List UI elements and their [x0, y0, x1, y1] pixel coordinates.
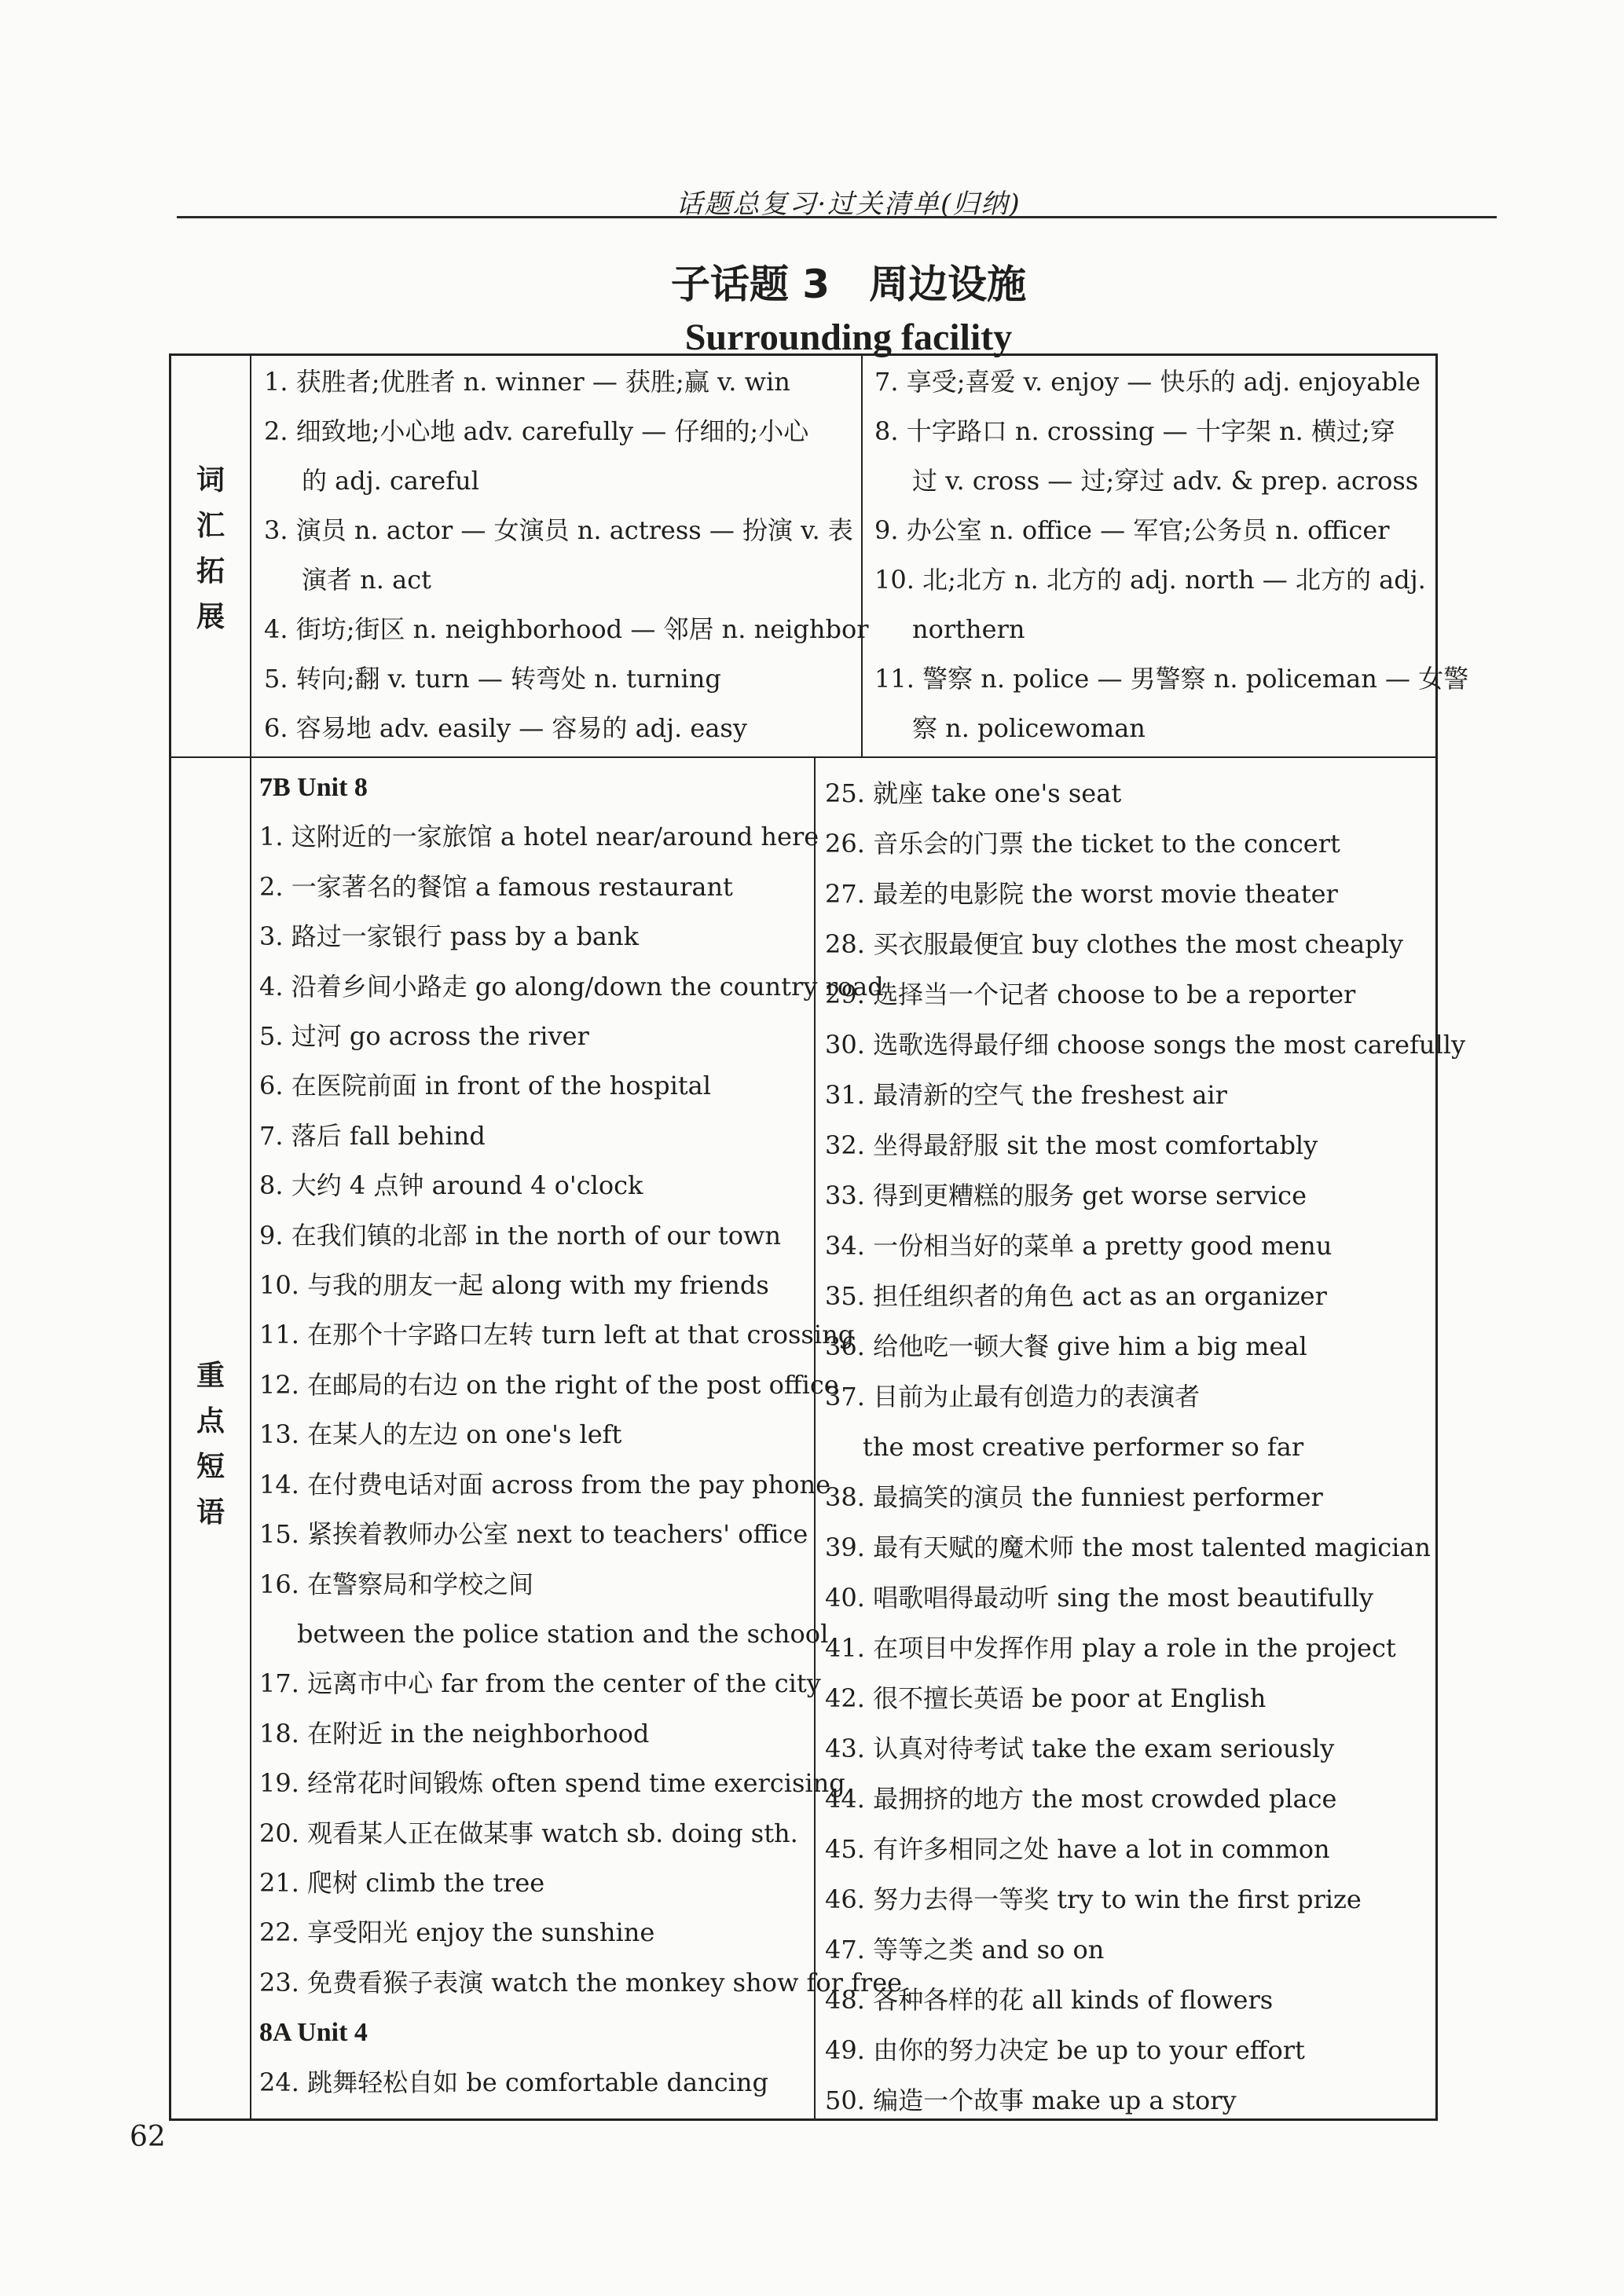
phrase-item: 19. 经常花时间锻炼 often spend time exercising: [259, 1768, 845, 1799]
vocab-item: 8. 十字路口 n. crossing — 十字架 n. 横过;穿: [874, 416, 1395, 446]
phrase-item: 47. 等等之类 and so on: [825, 1935, 1105, 1965]
phrase-item: 18. 在附近 in the neighborhood: [259, 1718, 650, 1749]
vocab-item: 5. 转向;翻 v. turn — 转弯处 n. turning: [264, 664, 721, 694]
phrase-item: 21. 爬树 climb the tree: [259, 1867, 545, 1898]
phrase-item: 6. 在医院前面 in front of the hospital: [259, 1071, 711, 1101]
phrase-item: 10. 与我的朋友一起 along with my friends: [259, 1270, 769, 1301]
phrase-item: 4. 沿着乡间小路走 go along/down the country road: [259, 971, 884, 1002]
phrases-left-column: [259, 763, 902, 2107]
vocab-label-char: 展: [196, 601, 225, 633]
phrase-item: 15. 紧挨着教师办公室 next to teachers' office: [259, 1519, 808, 1550]
unit-heading: 8A Unit 4: [259, 2018, 368, 2048]
vocab-item-continuation: 演者 n. act: [302, 565, 431, 595]
phrase-item: 1. 这附近的一家旅馆 a hotel near/around here: [259, 822, 819, 852]
phrases-label-char: 点: [196, 1405, 225, 1437]
phrase-item: 42. 很不擅长英语 be poor at English: [825, 1683, 1267, 1713]
phrase-item: 33. 得到更糟糕的服务 get worse service: [825, 1181, 1307, 1210]
vocab-label-char: 词: [196, 464, 225, 496]
phrase-item: 8. 大约 4 点钟 around 4 o'clock: [259, 1170, 643, 1201]
label-column-divider: [250, 356, 251, 2118]
phrase-item-continuation: between the police station and the school: [297, 1618, 829, 1649]
vocab-item-continuation: 过 v. cross — 过;穿过 adv. & prep. across: [912, 466, 1419, 496]
phrase-item: 45. 有许多相同之处 have a lot in common: [825, 1834, 1330, 1864]
phrase-item: 23. 免费看猴子表演 watch the monkey show for free: [259, 1967, 903, 1998]
phrase-item: 9. 在我们镇的北部 in the north of our town: [259, 1220, 782, 1251]
phrases-section-label: [171, 1353, 250, 1536]
phrase-item: 34. 一份相当好的菜单 a pretty good menu: [825, 1231, 1333, 1261]
phrases-label-char: 短: [196, 1451, 225, 1483]
phrase-item: 27. 最差的电影院 the worst movie theater: [825, 879, 1338, 909]
phrases-label-char: 语: [196, 1496, 225, 1529]
phrase-item: 49. 由你的努力决定 be up to your effort: [825, 2035, 1305, 2065]
vocab-item: 2. 细致地;小心地 adv. carefully — 仔细的;小心: [264, 416, 809, 446]
review-table: [169, 353, 1469, 2121]
phrase-item: 30. 选歌选得最仔细 choose songs the most carefully: [825, 1030, 1466, 1060]
phrase-item: 20. 观看某人正在做某事 watch sb. doing sth.: [259, 1818, 798, 1848]
phrase-item: 7. 落后 fall behind: [259, 1120, 486, 1151]
phrase-item: 26. 音乐会的门票 the ticket to the concert: [825, 829, 1340, 859]
vocab-label-char: 拓: [196, 555, 225, 588]
vocab-item: 4. 街坊;街区 n. neighborhood — 邻居 n. neighbor: [264, 614, 869, 644]
phrase-item: 39. 最有天赋的魔术师 the most talented magician: [825, 1532, 1432, 1562]
phrase-item: 2. 一家著名的餐馆 a famous restaurant: [259, 871, 733, 902]
running-header: 话题总复习·过关清单(归纳): [676, 189, 1021, 220]
phrase-item: 41. 在项目中发挥作用 play a role in the project: [825, 1633, 1396, 1663]
phrase-item: 48. 各种各样的花 all kinds of flowers: [825, 1985, 1274, 2015]
phrase-item: 31. 最清新的空气 the freshest air: [825, 1080, 1227, 1110]
phrase-item: 11. 在那个十字路口左转 turn left at that crossing: [259, 1320, 855, 1350]
page-number: 62: [130, 2121, 166, 2153]
page-title-chinese: 子话题 3 周边设施: [670, 262, 1027, 307]
vocab-section-label: [171, 458, 250, 640]
phrase-item: 16. 在警察局和学校之间: [259, 1569, 534, 1599]
phrase-item: 36. 给他吃一顿大餐 give him a big meal: [825, 1331, 1307, 1361]
phrase-item: 5. 过河 go across the river: [259, 1021, 589, 1052]
phrase-item-continuation: the most creative performer so far: [863, 1432, 1304, 1462]
phrase-item: 40. 唱歌唱得最动听 sing the most beautifully: [825, 1583, 1374, 1613]
phrase-item: 46. 努力去得一等奖 try to win the first prize: [825, 1884, 1362, 1914]
row-divider: [171, 756, 1435, 758]
phrase-item: 17. 远离市中心 far from the center of the city: [259, 1668, 821, 1699]
unit-heading: 7B Unit 8: [259, 773, 368, 802]
phrases-label-char: 重: [196, 1360, 225, 1392]
vocab-item: 1. 获胜者;优胜者 n. winner — 获胜;赢 v. win: [264, 367, 790, 397]
phrase-item: 38. 最搞笑的演员 the funniest performer: [825, 1482, 1323, 1512]
phrase-item: 3. 路过一家银行 pass by a bank: [259, 921, 640, 952]
page-title-english: Surrounding facility: [684, 317, 1013, 358]
phrase-item: 28. 买衣服最便宜 buy clothes the most cheaply: [825, 929, 1403, 959]
vocab-label-char: 汇: [196, 510, 225, 542]
vocab-item: 7. 享受;喜爱 v. enjoy — 快乐的 adj. enjoyable: [874, 367, 1421, 397]
vocab-right-column: [874, 357, 1468, 753]
phrase-item: 24. 跳舞轻松自如 be comfortable dancing: [259, 2067, 768, 2097]
phrase-item: 44. 最拥挤的地方 the most crowded place: [825, 1784, 1337, 1814]
phrase-item: 25. 就座 take one's seat: [825, 778, 1122, 808]
vocab-item: 6. 容易地 adv. easily — 容易的 adj. easy: [264, 713, 747, 743]
phrase-item: 13. 在某人的左边 on one's left: [259, 1419, 622, 1450]
phrase-item: 29. 选择当一个记者 choose to be a reporter: [825, 980, 1356, 1009]
vocab-item: 11. 警察 n. police — 男警察 n. policeman — 女警: [874, 664, 1469, 694]
header-rule: [177, 216, 1497, 218]
phrases-right-column: [825, 768, 1465, 2126]
phrase-item: 37. 目前为止最有创造力的表演者: [825, 1382, 1201, 1412]
phrase-item: 43. 认真对待考试 take the exam seriously: [825, 1734, 1335, 1763]
vocab-item-continuation: 察 n. policewoman: [912, 713, 1146, 743]
phrase-item: 12. 在邮局的右边 on the right of the post office: [259, 1369, 839, 1400]
vocab-item: 3. 演员 n. actor — 女演员 n. actress — 扮演 v. 表: [264, 515, 853, 545]
phrase-item: 14. 在付费电话对面 across from the pay phone: [259, 1469, 831, 1500]
phrase-item: 32. 坐得最舒服 sit the most comfortably: [825, 1130, 1318, 1160]
phrase-item: 50. 编造一个故事 make up a story: [825, 2085, 1237, 2115]
phrase-item: 35. 担任组织者的角色 act as an organizer: [825, 1281, 1327, 1311]
vocab-item-continuation: 的 adj. careful: [302, 466, 479, 496]
vocab-item: 9. 办公室 n. office — 军官;公务员 n. officer: [874, 515, 1390, 545]
phrase-item: 22. 享受阳光 enjoy the sunshine: [259, 1917, 655, 1948]
vocab-left-column: [264, 357, 869, 753]
vocab-item: 10. 北;北方 n. 北方的 adj. north — 北方的 adj.: [874, 565, 1426, 595]
vocab-item-continuation: northern: [912, 614, 1025, 644]
